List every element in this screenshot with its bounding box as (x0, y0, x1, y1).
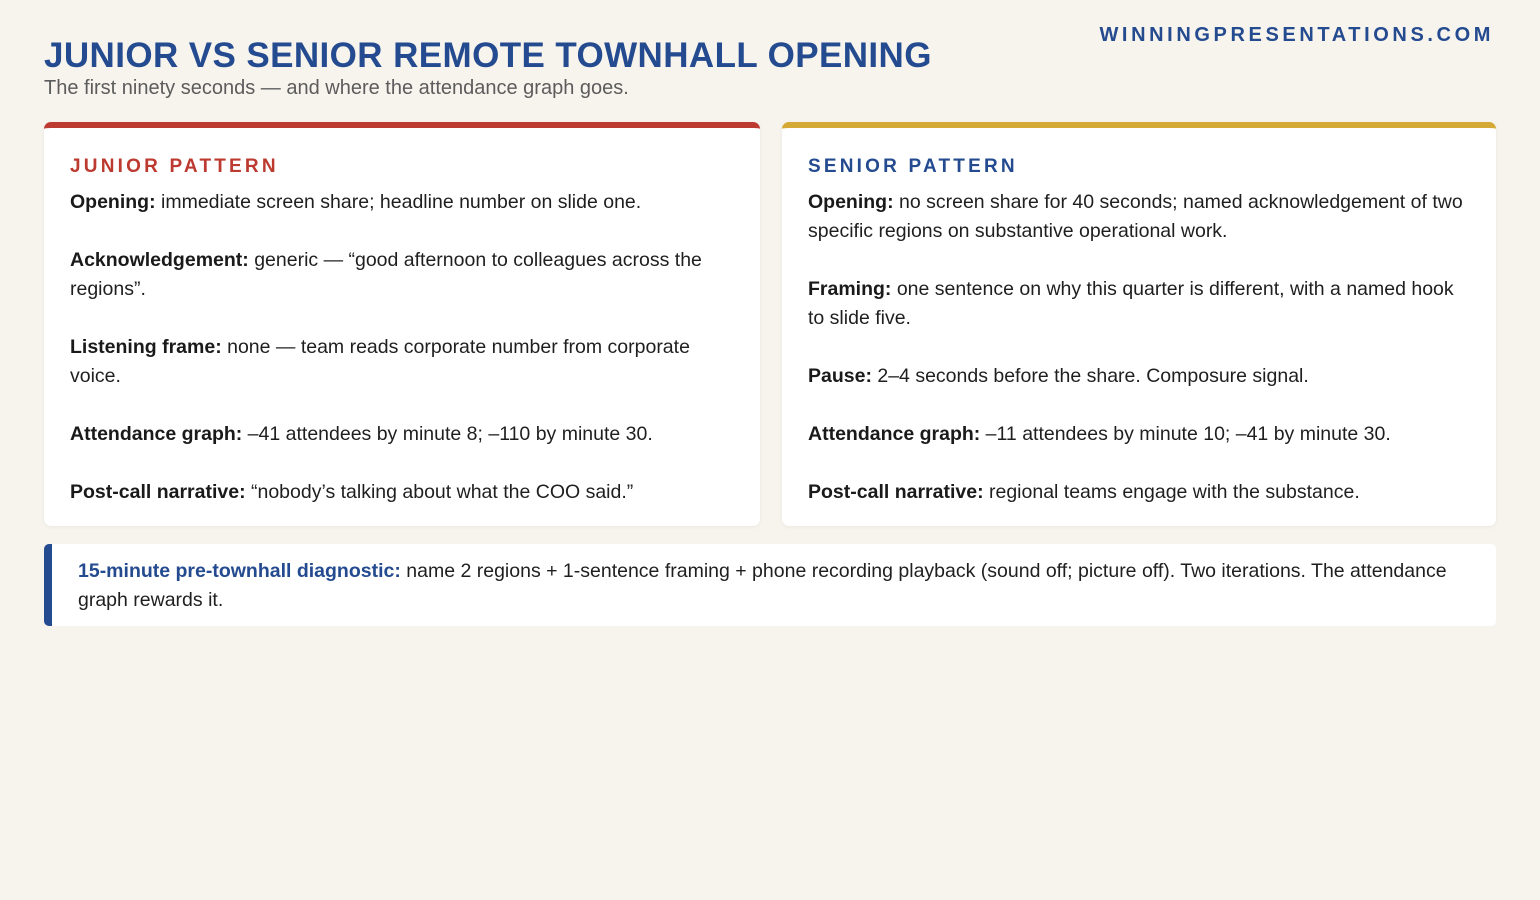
senior-pattern-heading: SENIOR PATTERN (808, 156, 1018, 177)
item-label: Acknowledgement: (70, 249, 249, 271)
page-subtitle: The first ninety seconds — and where the attendance graph goes. (44, 77, 629, 99)
item-text: –11 attendees by minute 10; –41 by minute 30. (980, 423, 1391, 445)
item-label: Opening: (808, 191, 894, 213)
item-text: none — team reads corporate number from corporate voice. (70, 336, 690, 387)
item-label: Post-call narrative: (70, 481, 246, 503)
junior-post-call-narrative-item (70, 478, 734, 507)
item-text: generic — “good afternoon to colleagues across the regions”. (70, 249, 702, 300)
item-text: one sentence on why this quarter is different, with a named hook to slide five. (808, 278, 1454, 329)
senior-pattern-card (782, 122, 1496, 526)
item-text: –41 attendees by minute 8; –110 by minute 30. (242, 423, 653, 445)
item-label: Attendance graph: (70, 423, 243, 445)
item-text: no screen share for 40 seconds; named acknowledgement of two specific regions on substantive operational work. (808, 191, 1463, 242)
item-label: Post-call narrative: (808, 481, 984, 503)
senior-post-call-narrative-item (808, 478, 1470, 507)
item-text: immediate screen share; headline number on slide one. (155, 191, 642, 213)
junior-opening-item (70, 188, 734, 217)
item-label: Opening: (70, 191, 156, 213)
diagnostic-callout (44, 544, 1496, 626)
junior-pattern-heading: JUNIOR PATTERN (70, 156, 279, 177)
callout-label: 15-minute pre-townhall diagnostic: (78, 560, 401, 582)
item-text: regional teams engage with the substance. (983, 481, 1360, 503)
junior-listening-frame-item (70, 333, 734, 391)
brand-wordmark: WINNINGPRESENTATIONS.COM (1099, 24, 1494, 46)
item-label: Attendance graph: (808, 423, 981, 445)
junior-attendance-graph-item (70, 420, 734, 449)
senior-opening-item (808, 188, 1470, 246)
item-text: “nobody’s talking about what the COO said.” (245, 481, 634, 503)
item-label: Framing: (808, 278, 892, 300)
page-title: JUNIOR VS SENIOR REMOTE TOWNHALL OPENING (44, 36, 932, 75)
callout-text: name 2 regions + 1-sentence framing + phone recording playback (sound off; picture off). Two iterations. The attendance graph rewards it. (78, 560, 1447, 611)
senior-pause-item (808, 362, 1470, 391)
item-label: Listening frame: (70, 336, 222, 358)
senior-attendance-graph-item (808, 420, 1470, 449)
junior-acknowledgement-item (70, 246, 734, 304)
item-text: 2–4 seconds before the share. Composure signal. (871, 365, 1309, 387)
junior-pattern-card (44, 122, 760, 526)
item-label: Pause: (808, 365, 872, 387)
senior-framing-item (808, 275, 1470, 333)
